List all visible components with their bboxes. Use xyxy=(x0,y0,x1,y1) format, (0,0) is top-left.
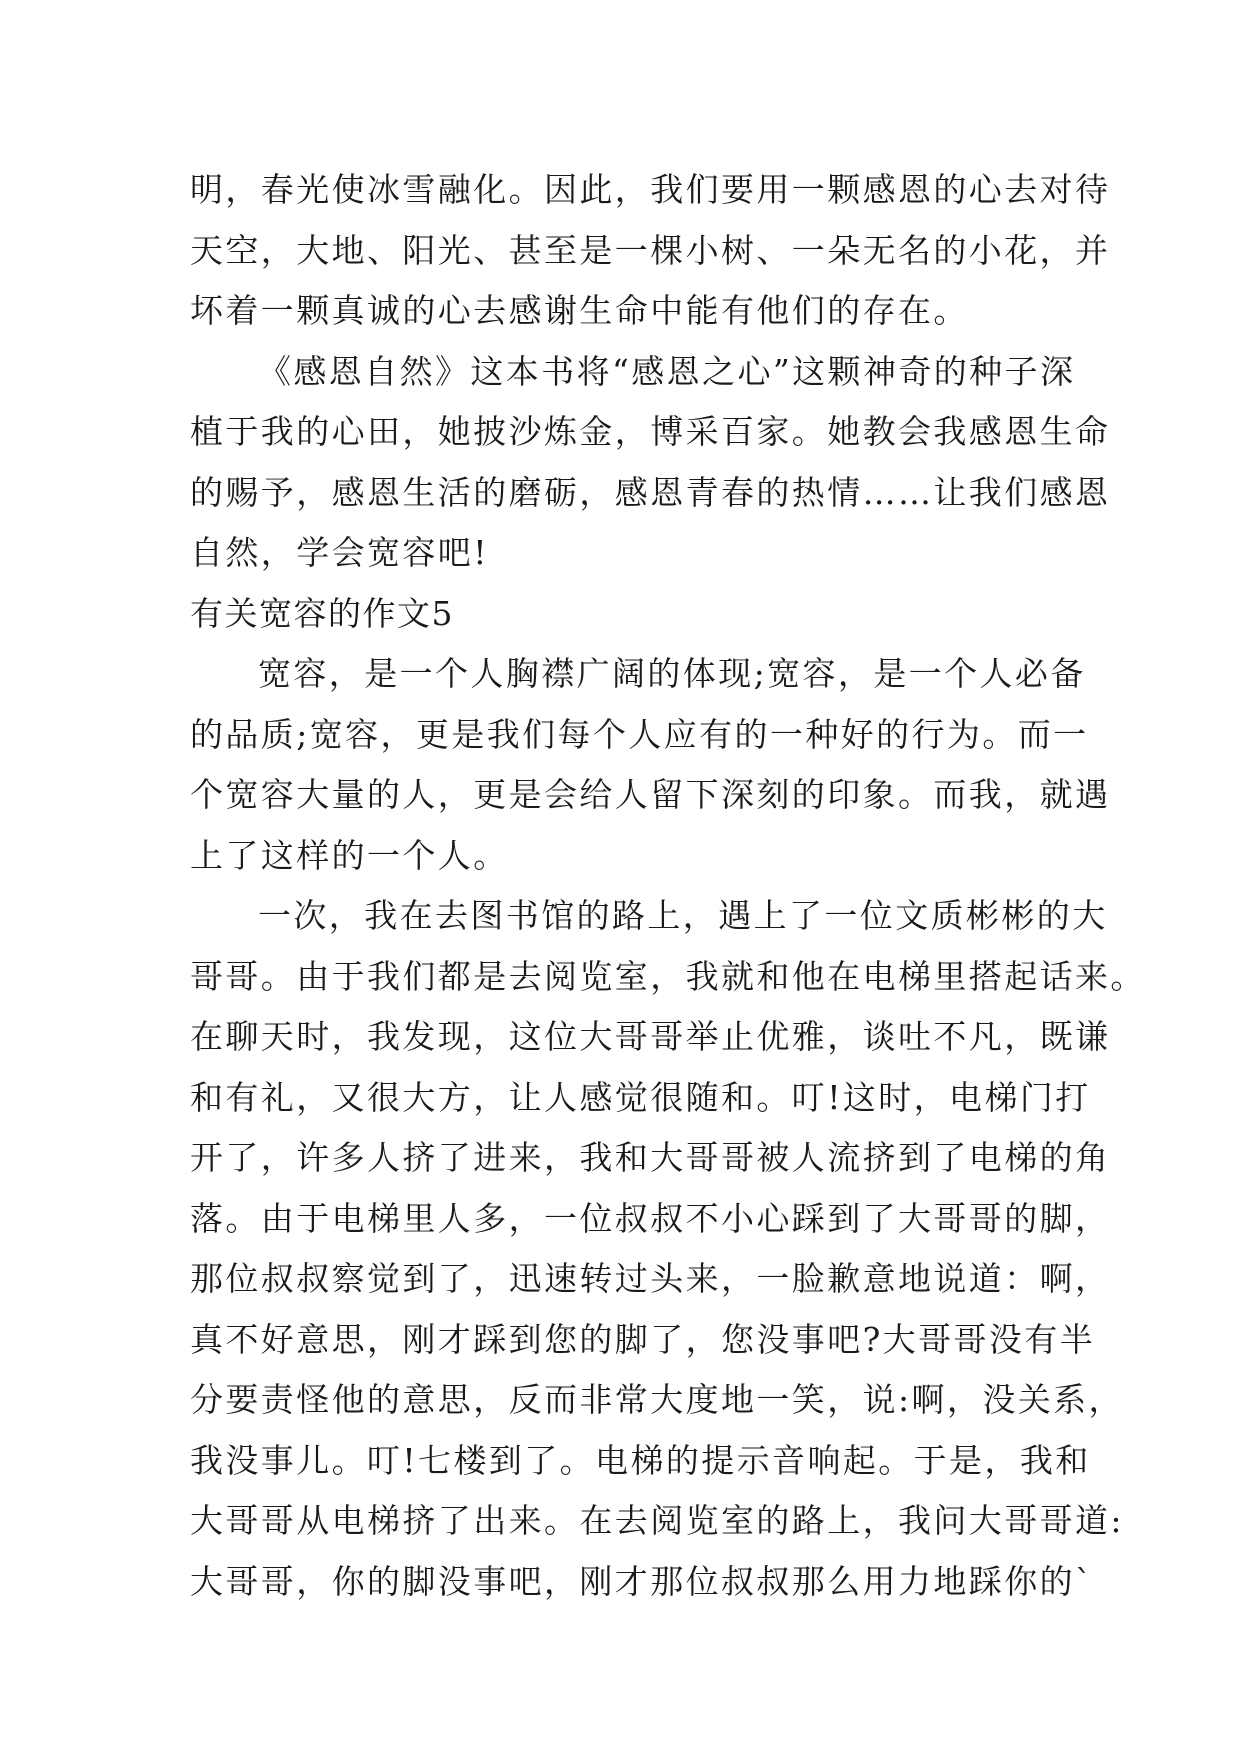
paragraph-line: 的赐予，感恩生活的磨砺，感恩青春的热情……让我们感恩 xyxy=(190,472,1111,512)
paragraph-line: 大哥哥，你的脚没事吧，刚才那位叔叔那么用力地踩你的` xyxy=(190,1561,1094,1601)
document-body xyxy=(190,160,1146,1612)
paragraph-line: 《感恩自然》这本书将“感恩之心”这颗神奇的种子深 xyxy=(258,351,1076,391)
paragraph-line: 个宽容大量的人，更是会给人留下深刻的印象。而我，就遇 xyxy=(190,775,1111,814)
paragraph-line: 在聊天时，我发现，这位大哥哥举止优雅，谈吐不凡，既谦 xyxy=(190,1017,1111,1056)
paragraph-line: 我没事儿。叮!七楼到了。电梯的提示音响起。于是，我和 xyxy=(190,1440,1091,1480)
paragraph-line: 大哥哥从电梯挤了出来。在去阅览室的路上，我问大哥哥道: xyxy=(190,1501,1124,1540)
paragraph-line: 明，春光使冰雪融化。因此，我们要用一颗感恩的心去对待 xyxy=(190,170,1111,209)
paragraph-line: 自然，学会宽容吧! xyxy=(190,533,489,572)
paragraph-line: 一次，我在去图书馆的路上，遇上了一位文质彬彬的大 xyxy=(258,896,1108,935)
paragraph-line: 那位叔叔察觉到了，迅速转过头来，一脸歉意地说道：啊， xyxy=(190,1259,1111,1298)
paragraph-line: 的品质;宽容，更是我们每个人应有的一种好的行为。而一 xyxy=(190,714,1089,754)
paragraph-line: 分要责怪他的意思，反而非常大度地一笑，说:啊，没关系， xyxy=(190,1380,1124,1419)
paragraph-line: 宽容，是一个人胸襟广阔的体现;宽容，是一个人必备 xyxy=(258,654,1086,693)
section-heading: 有关宽容的作文5 xyxy=(190,593,454,633)
paragraph-line: 和有礼，又很大方，让人感觉很随和。叮!这时，电梯门打 xyxy=(190,1077,1091,1117)
paragraph-line: 天空，大地、阳光、甚至是一棵小树、一朵无名的小花，并 xyxy=(190,230,1111,270)
paragraph-line: 坏着一颗真诚的心去感谢生命中能有他们的存在。 xyxy=(190,291,969,330)
paragraph-line: 落。由于电梯里人多，一位叔叔不小心踩到了大哥哥的脚， xyxy=(190,1198,1111,1238)
paragraph-line: 真不好意思，刚才踩到您的脚了，您没事吧?大哥哥没有半 xyxy=(190,1319,1096,1359)
paragraph-line: 植于我的心田，她披沙炼金，博采百家。她教会我感恩生命 xyxy=(190,412,1111,451)
paragraph-line: 哥哥。由于我们都是去阅览室，我就和他在电梯里搭起话来。 xyxy=(190,956,1146,996)
paragraph-line: 上了这样的一个人。 xyxy=(190,835,509,875)
paragraph-line: 开了，许多人挤了进来，我和大哥哥被人流挤到了电梯的角 xyxy=(190,1138,1111,1177)
